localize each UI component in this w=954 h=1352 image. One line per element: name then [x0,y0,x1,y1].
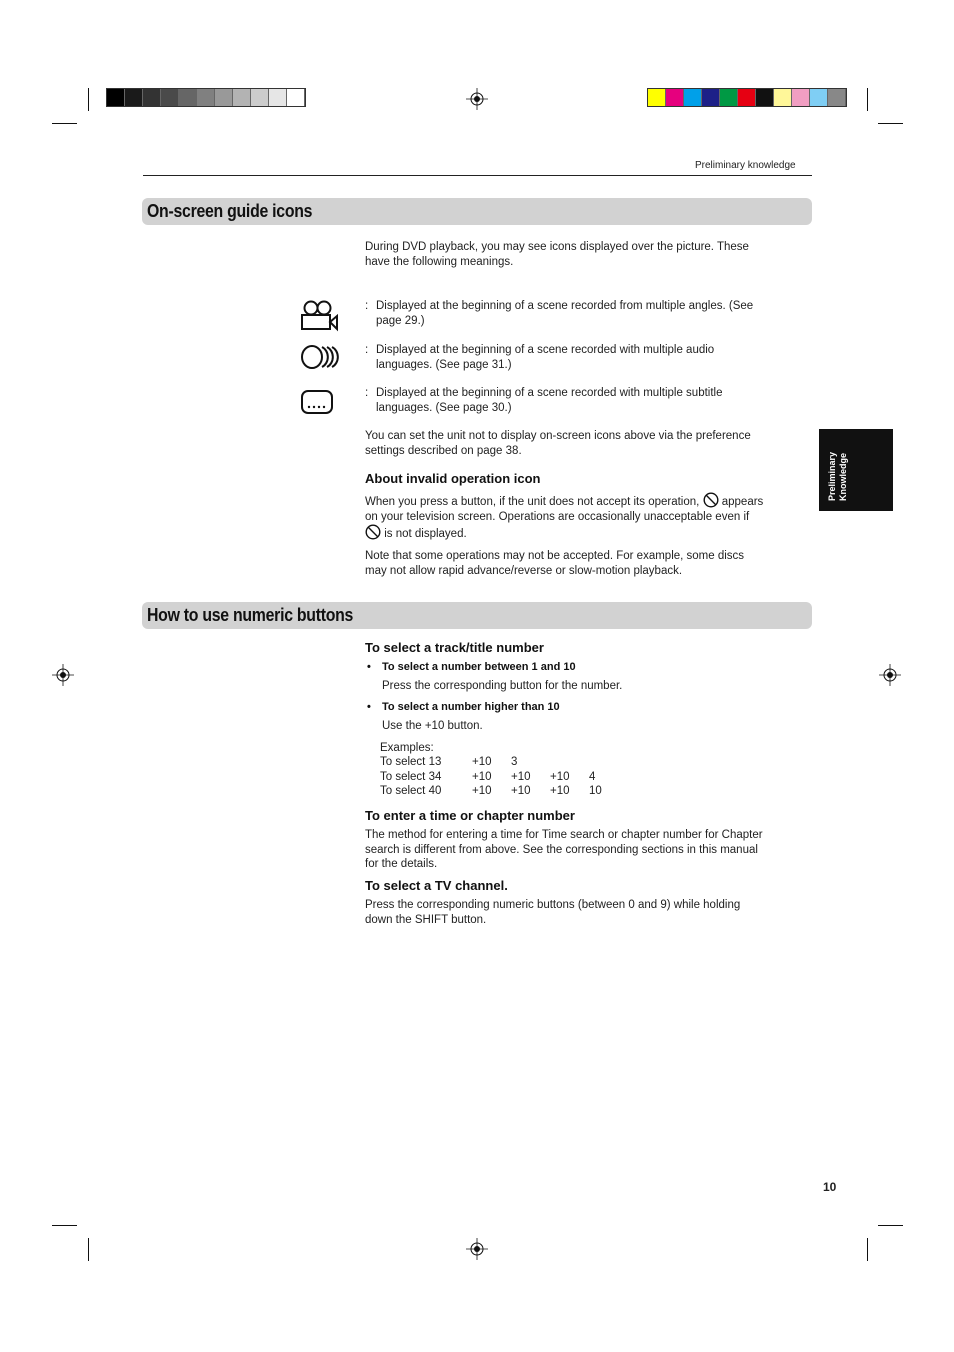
color-swatch [702,89,720,106]
time-heading: To enter a time or chapter number [365,808,575,823]
settings-paragraph [365,429,751,458]
colon: : [365,387,369,399]
bullet-title: To select a number between 1 and 10 [382,661,576,673]
registration-mark-icon [466,1238,488,1260]
description-line: languages. (See page 31.) [376,358,512,371]
section-title: How to use numeric buttons [147,605,354,625]
bullet-text: Use the +10 button. [382,720,483,732]
description-line: Displayed at the beginning of a scene recorded with multiple subtitle [376,387,723,399]
prohibited-icon [365,524,381,540]
example-cell: +10 [550,771,570,783]
tv-line: Press the corresponding numeric buttons (between 0 and 9) while holding [365,899,741,911]
example-cell: +10 [511,771,531,783]
gray-swatch [233,89,251,106]
note-line: may not allow rapid advance/reverse or slow-motion playback. [365,564,683,577]
side-tab [819,429,893,511]
subtitle-icon [300,389,334,415]
tv-paragraph [365,898,740,927]
icon-description-text [376,299,808,328]
section-header-onscreen-icons [142,198,812,225]
gray-swatch [269,89,287,106]
gray-swatch [251,89,269,106]
icon-description-text [376,386,808,415]
intro-line: During DVD playback, you may see icons displayed over the picture. These [365,241,749,253]
page-number: 10 [823,1180,837,1194]
gray-swatch [287,89,305,106]
crop-mark [867,88,868,111]
color-calibration-bar [647,88,847,107]
gray-swatch [215,89,233,106]
icon-description-text [376,343,808,372]
tv-heading: To select a TV channel. [365,878,508,893]
intro-line: have the following meanings. [365,255,514,268]
invalid-operation-paragraph [365,492,815,542]
section-title: On-screen guide icons [147,201,313,221]
color-swatch [756,89,774,106]
intro-paragraph [365,240,749,269]
camera-angle-icon [300,300,340,332]
time-line: for the details. [365,858,438,871]
colon: : [365,344,369,356]
registration-mark-icon [466,88,488,110]
crop-mark [878,1225,903,1226]
side-tab-line1: Preliminary [827,451,837,501]
invalid-text: on your television screen. Operations are occasionally unacceptable even if [365,510,750,523]
example-cell: +10 [550,785,570,797]
time-line: The method for entering a time for Time search or chapter number for Chapter [365,829,763,841]
invalid-text: appears [721,496,764,508]
bullet: • [367,661,371,673]
example-cell: +10 [472,756,492,768]
note-line: Note that some operations may not be accepted. For example, some discs [365,550,745,562]
header-rule [143,175,812,176]
color-swatch [828,89,846,106]
example-cell: To select 13 [380,756,442,768]
example-cell: +10 [472,785,492,797]
gray-swatch [197,89,215,106]
note-paragraph [365,549,744,578]
example-cell: +10 [511,785,531,797]
crop-mark [52,123,77,124]
time-line: search is different from above. See the corresponding sections in this manual [365,843,758,856]
time-paragraph [365,828,763,872]
side-tab-label [827,452,849,501]
color-swatch [792,89,810,106]
color-swatch [720,89,738,106]
audio-language-icon [300,344,342,370]
example-cell: 4 [589,771,596,783]
invalid-text: is not displayed. [384,528,467,541]
bullet: • [367,701,371,713]
example-cell: To select 40 [380,785,442,797]
settings-line: You can set the unit not to display on-screen icons above via the preference [365,430,751,442]
color-swatch [666,89,684,106]
description-line: Displayed at the beginning of a scene recorded with multiple audio [376,344,715,356]
example-cell: +10 [472,771,492,783]
color-swatch [774,89,792,106]
side-tab-line2: Knowledge [838,452,848,501]
color-swatch [648,89,666,106]
examples-label: Examples: [380,742,434,754]
settings-line: settings described on page 38. [365,444,522,457]
color-swatch [738,89,756,106]
tv-line: down the SHIFT button. [365,913,487,926]
track-heading: To select a track/title number [365,640,544,655]
description-line: languages. (See page 30.) [376,401,512,414]
bullet-title: To select a number higher than 10 [382,701,560,713]
crop-mark [52,1225,77,1226]
description-line: Displayed at the beginning of a scene recorded from multiple angles. (See [376,300,754,312]
color-swatch [810,89,828,106]
example-cell: To select 34 [380,771,442,783]
registration-mark-icon [52,664,74,686]
crop-mark [878,123,903,124]
crop-mark [867,1238,868,1261]
color-swatch [684,89,702,106]
crop-mark [88,88,89,111]
gray-calibration-bar [106,88,306,107]
example-cell: 10 [589,785,602,797]
section-header-numeric-buttons [142,602,812,629]
invalid-text: When you press a button, if the unit does not accept its operation, [365,496,700,508]
crop-mark [88,1238,89,1261]
gray-swatch [161,89,179,106]
prohibited-icon [703,492,719,508]
bullet-text: Press the corresponding button for the number. [382,680,623,692]
colon: : [365,300,369,312]
gray-swatch [125,89,143,106]
example-cell: 3 [511,756,518,768]
gray-swatch [107,89,125,106]
description-line: page 29.) [376,314,425,327]
invalid-operation-heading: About invalid operation icon [365,471,541,486]
gray-swatch [179,89,197,106]
registration-mark-icon [879,664,901,686]
running-title: Preliminary knowledge [695,160,796,171]
gray-swatch [143,89,161,106]
